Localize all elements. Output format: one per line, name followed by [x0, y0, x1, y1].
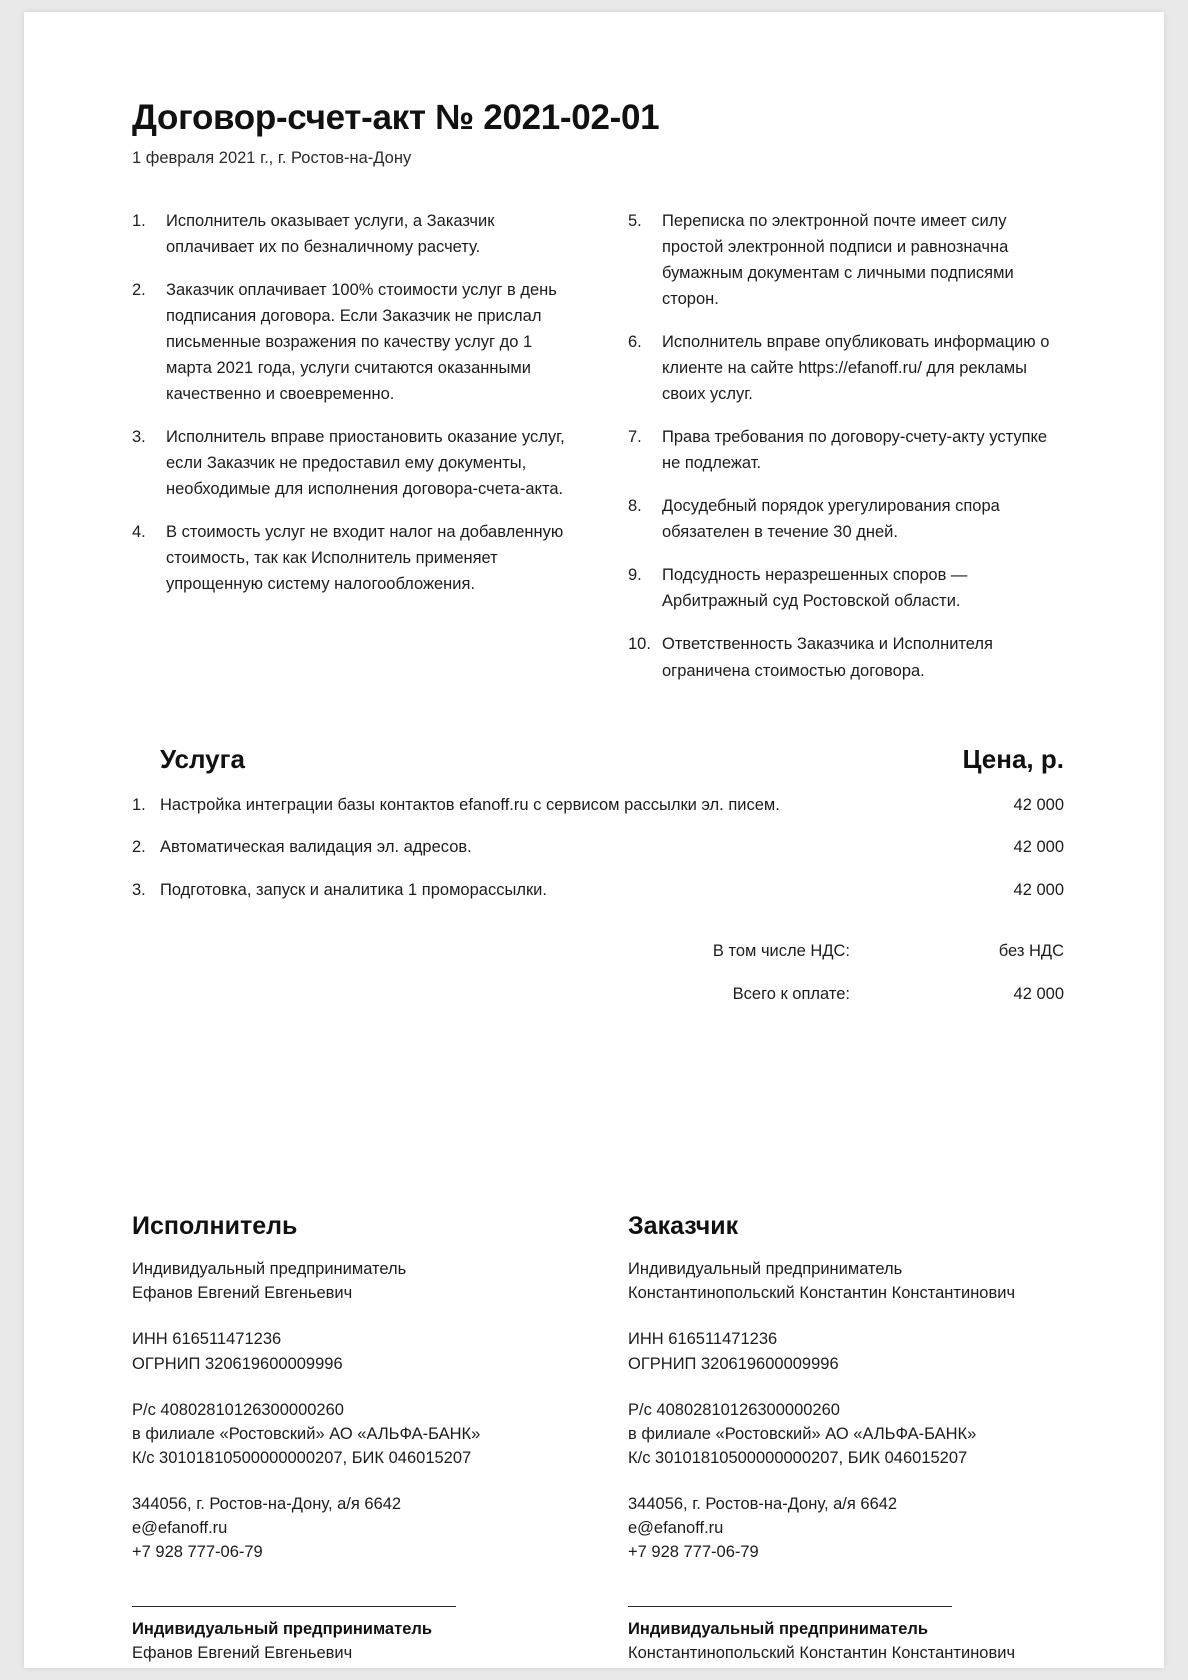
document-date-place: 1 февраля 2021 г., г. Ростов-на-Дону [132, 149, 412, 168]
service-price: 42 000 [1013, 838, 1064, 857]
column-header-service: Услуга [160, 743, 245, 774]
term-text: Исполнитель оказывает услуги, а Заказчик оплачивает их по безналичному расчету. [166, 211, 495, 256]
terms-list-left [132, 208, 566, 598]
party-entity-type: Индивидуальный предприниматель [628, 1260, 903, 1279]
party-account: Р/с 40802810126300000260 [132, 1400, 344, 1419]
party-bank: в филиале «Ростовский» АО «АЛЬФА-БАНК» [628, 1424, 977, 1443]
term-number: 1. [132, 211, 146, 230]
term-item [132, 424, 566, 502]
terms-section [132, 208, 1064, 684]
terms-column-left [132, 208, 566, 684]
term-number: 8. [628, 497, 642, 516]
term-text: Исполнитель вправе приостановить оказание услуг, если Заказчик не предоставил ему документы, необходимые для исполнения договора-счета-акта. [166, 428, 565, 499]
page-title: Договор-счет-акт № 2021-02-01 [132, 98, 660, 137]
party-contacts [132, 1492, 566, 1564]
term-text: Заказчик оплачивает 100% стоимости услуг в день подписания договора. Если Заказчик не прислал письменные возражения по качеству услуг до 1 марта 2021 года, услуги считаются оказанными качественно и своевременно. [166, 280, 557, 403]
total-row-vat [132, 930, 1064, 973]
party-account: Р/с 40802810126300000260 [628, 1400, 840, 1419]
party-performer [132, 1211, 566, 1666]
party-title: Исполнитель [132, 1212, 298, 1241]
party-name: Константинопольский Константин Константинович [628, 1284, 1016, 1303]
service-name: Настройка интеграции базы контактов efanoff.ru с сервисом рассылки эл. писем. [160, 795, 780, 814]
table-row [132, 869, 1064, 912]
total-value: 42 000 [1013, 984, 1064, 1003]
total-value: без НДС [998, 941, 1064, 960]
service-name: Автоматическая валидация эл. адресов. [160, 838, 472, 857]
total-label: Всего к оплате: [732, 984, 850, 1003]
party-ogrnip: ОГРНИП 320619600009996 [628, 1354, 839, 1373]
term-item [628, 424, 1062, 476]
total-row-grand [132, 973, 1064, 1016]
service-price: 42 000 [1013, 881, 1064, 900]
term-item [628, 493, 1062, 545]
party-bank-details [132, 1398, 566, 1470]
party-ogrnip: ОГРНИП 320619600009996 [132, 1354, 343, 1373]
party-inn: ИНН 616511471236 [132, 1330, 282, 1349]
term-item [132, 208, 566, 260]
party-corr-account: К/с 30101810500000000207, БИК 046015207 [628, 1448, 968, 1467]
party-phone: +7 928 777-06-79 [628, 1543, 759, 1562]
term-text: Исполнитель вправе опубликовать информацию о клиенте на сайте https://efanoff.ru/ для рекламы своих услуг. [662, 332, 1050, 403]
term-number: 5. [628, 211, 642, 230]
parties-section [132, 1211, 1064, 1666]
signature-line [132, 1606, 456, 1607]
document-page [24, 12, 1164, 1668]
document-body [132, 98, 1064, 1666]
service-name: Подготовка, запуск и аналитика 1 проморассылки. [160, 881, 547, 900]
party-inn: ИНН 616511471236 [628, 1330, 778, 1349]
party-email: e@efanoff.ru [628, 1518, 724, 1537]
column-header-price: Цена, р. [962, 743, 1064, 774]
party-title: Заказчик [628, 1212, 739, 1241]
term-item [628, 562, 1062, 614]
table-row [132, 784, 1064, 827]
term-number: 2. [132, 280, 146, 299]
term-item [628, 208, 1062, 312]
terms-column-right [628, 208, 1062, 684]
party-registration [628, 1327, 1062, 1375]
term-text: Переписка по электронной почте имеет силу простой электронной подписи и равнозначна бумажным документам с личными подписями сторон. [662, 211, 1014, 308]
term-number: 4. [132, 523, 146, 542]
term-number: 6. [628, 332, 642, 351]
service-number: 1. [132, 795, 146, 814]
signature-name: Ефанов Евгений Евгеньевич [132, 1644, 353, 1663]
service-number: 3. [132, 881, 146, 900]
party-address: 344056, г. Ростов-на-Дону, а/я 6642 [132, 1494, 402, 1513]
party-registration [132, 1327, 566, 1375]
party-email: e@efanoff.ru [132, 1518, 228, 1537]
term-text: Ответственность Заказчика и Исполнителя ограничена стоимостью договора. [662, 635, 993, 680]
term-number: 9. [628, 566, 642, 585]
term-text: В стоимость услуг не входит налог на добавленную стоимость, так как Исполнитель применяет упрощенную систему налогообложения. [166, 523, 564, 594]
party-identity [132, 1257, 566, 1305]
terms-list-right [628, 208, 1062, 684]
total-label: В том числе НДС: [712, 941, 850, 960]
party-phone: +7 928 777-06-79 [132, 1543, 263, 1562]
term-number: 10. [628, 635, 651, 654]
party-entity-type: Индивидуальный предприниматель [132, 1260, 407, 1279]
services-table [132, 744, 1064, 1016]
signature-role: Индивидуальный предприниматель [628, 1620, 928, 1639]
party-customer [628, 1211, 1062, 1666]
term-number: 7. [628, 428, 642, 447]
term-text: Права требования по договору-счету-акту уступке не подлежат. [662, 428, 1048, 473]
term-text: Досудебный порядок урегулирования спора обязателен в течение 30 дней. [662, 497, 1000, 542]
signature-line [628, 1606, 952, 1607]
party-name: Ефанов Евгений Евгеньевич [132, 1284, 353, 1303]
party-bank-details [628, 1398, 1062, 1470]
term-item [132, 277, 566, 407]
signature-name: Константинопольский Константин Константинович [628, 1644, 1016, 1663]
services-table-header [132, 744, 1064, 784]
party-corr-account: К/с 30101810500000000207, БИК 046015207 [132, 1448, 472, 1467]
party-identity [628, 1257, 1062, 1305]
term-number: 3. [132, 428, 146, 447]
service-price: 42 000 [1013, 795, 1064, 814]
term-item [628, 329, 1062, 407]
table-row [132, 826, 1064, 869]
term-item [628, 631, 1062, 683]
party-bank: в филиале «Ростовский» АО «АЛЬФА-БАНК» [132, 1424, 481, 1443]
term-text: Подсудность неразрешенных споров — Арбитражный суд Ростовской области. [662, 566, 968, 611]
party-address: 344056, г. Ростов-на-Дону, а/я 6642 [628, 1494, 898, 1513]
term-item [132, 519, 566, 597]
party-contacts [628, 1492, 1062, 1564]
service-number: 2. [132, 838, 146, 857]
signature-role: Индивидуальный предприниматель [132, 1620, 432, 1639]
